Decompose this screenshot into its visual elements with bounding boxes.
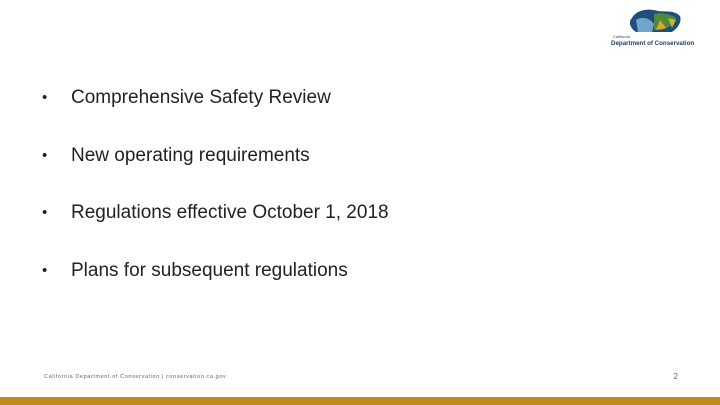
logo-name: Department of Conservation <box>611 40 695 47</box>
logo-small-text: California <box>613 34 630 39</box>
footer-text: California Department of Conservation | conservation.ca.gov <box>44 374 227 380</box>
bullet-text: New operating requirements <box>71 144 310 166</box>
bullet-marker: • <box>42 204 48 221</box>
department-logo <box>606 6 695 50</box>
bullet-text: Regulations effective October 1, 2018 <box>71 202 389 223</box>
bullet-marker: • <box>42 261 48 279</box>
bullet-text: Plans for subsequent regulations <box>71 259 348 281</box>
bullet-text: Comprehensive Safety Review <box>71 87 331 108</box>
bullet-marker: • <box>42 89 48 106</box>
list-item <box>42 259 389 317</box>
page-number: 2 <box>673 372 678 381</box>
bullet-list <box>42 86 389 316</box>
bottom-accent-bar <box>0 397 720 405</box>
list-item <box>42 144 389 202</box>
list-item <box>42 201 389 259</box>
bullet-marker: • <box>42 146 48 164</box>
list-item <box>42 86 389 144</box>
